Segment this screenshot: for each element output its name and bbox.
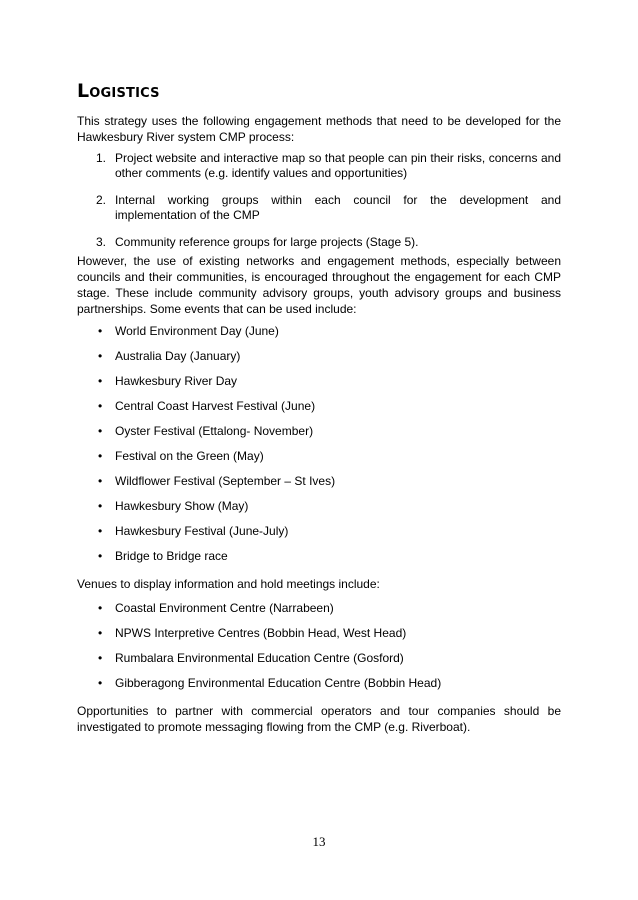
bullet-icon: • [98,651,103,665]
list-item [77,626,561,641]
list-item-text: Gibberagong Environmental Education Centre (Bobbin Head) [115,676,442,690]
page-number: 13 [312,834,326,849]
list-item [77,374,561,389]
list-item [77,449,561,464]
networks-paragraph: However, the use of existing networks and engagement methods, especially between councils and their communities, is encouraged throughout the engagement for each CMP stage. These include community advisory groups, youth advisory groups and business partnerships. Some events that can be used include: [77,254,561,316]
list-item-text: Wildflower Festival (September – St Ives) [115,474,336,488]
venues-intro-paragraph: Venues to display information and hold meetings include: [77,577,380,591]
bullet-icon: • [98,499,103,513]
list-item [77,324,561,339]
list-item [77,499,561,514]
bullet-icon: • [98,524,103,538]
closing-paragraph: Opportunities to partner with commercial operators and tour companies should be investigated to promote messaging flowing from the CMP (e.g. Riverboat). [77,704,561,734]
bullet-icon: • [98,626,103,640]
list-item [77,651,561,666]
list-item-text: Hawkesbury Show (May) [115,499,249,513]
list-item-text: Internal working groups within each council for the development and implementation of the CMP [115,193,561,222]
section-heading: Logistics [77,80,160,102]
list-item-text: NPWS Interpretive Centres (Bobbin Head, West Head) [115,626,407,640]
list-number: 3. [96,235,107,249]
list-item [77,601,561,616]
bullet-icon: • [98,424,103,438]
list-item-text: Project website and interactive map so that people can pin their risks, concerns and other comments (e.g. identify values and opportunities) [115,151,561,180]
list-item [77,424,561,439]
list-item [77,549,561,564]
list-item [77,524,561,539]
list-item [77,474,561,489]
bullet-icon: • [98,601,103,615]
list-number: 1. [96,151,107,165]
list-item-text: Australia Day (January) [115,349,241,363]
list-number: 2. [96,193,107,207]
bullet-icon: • [98,449,103,463]
venues-list [77,601,561,701]
list-item-text: World Environment Day (June) [115,324,279,338]
engagement-methods-list [77,151,561,262]
list-item [77,399,561,414]
list-item [77,349,561,364]
bullet-icon: • [98,374,103,388]
list-item [77,676,561,691]
bullet-icon: • [98,676,103,690]
list-item [77,193,561,223]
list-item-text: Bridge to Bridge race [115,549,228,563]
list-item [77,235,561,250]
bullet-icon: • [98,474,103,488]
list-item-text: Central Coast Harvest Festival (June) [115,399,316,413]
intro-paragraph: This strategy uses the following engagement methods that need to be developed for the Hawkesbury River system CMP process: [77,114,561,144]
list-item-text: Oyster Festival (Ettalong- November) [115,424,314,438]
bullet-icon: • [98,399,103,413]
list-item [77,151,561,181]
list-item-text: Hawkesbury River Day [115,374,238,388]
list-item-text: Festival on the Green (May) [115,449,264,463]
list-item-text: Rumbalara Environmental Education Centre (Gosford) [115,651,404,665]
list-item-text: Coastal Environment Centre (Narrabeen) [115,601,334,615]
list-item-text: Hawkesbury Festival (June-July) [115,524,289,538]
list-item-text: Community reference groups for large projects (Stage 5). [115,235,419,249]
bullet-icon: • [98,349,103,363]
bullet-icon: • [98,549,103,563]
events-list [77,324,561,574]
bullet-icon: • [98,324,103,338]
